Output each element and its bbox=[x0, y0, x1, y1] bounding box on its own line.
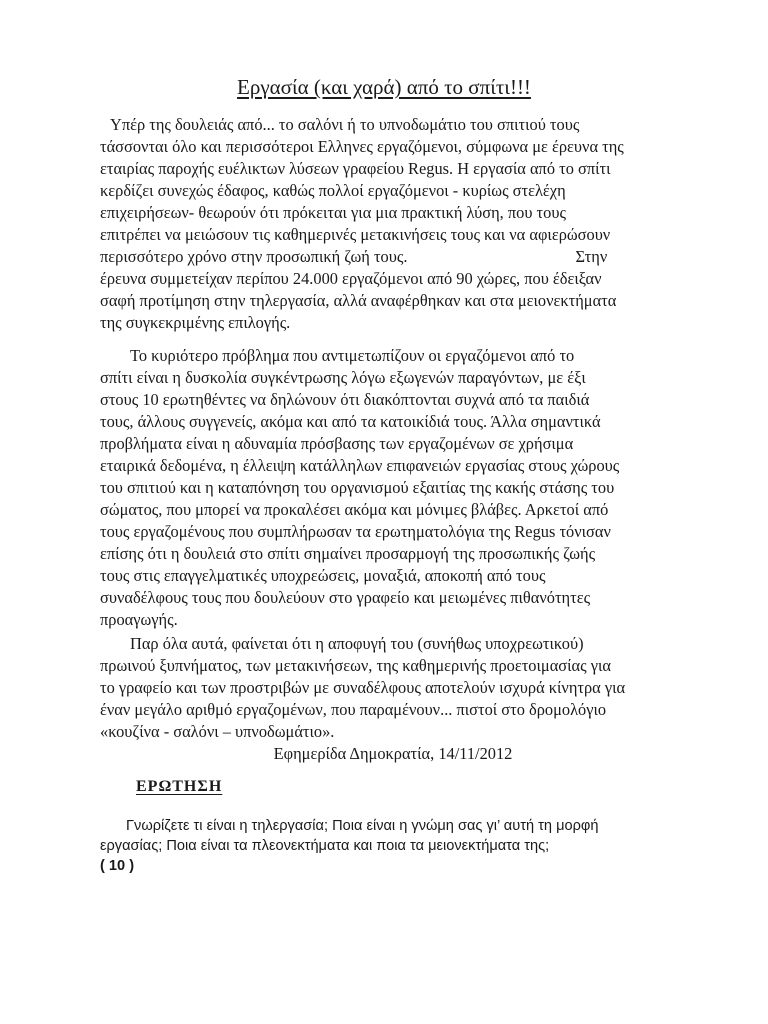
paragraph-3 bbox=[100, 633, 680, 743]
paragraph-2-line: επίσης ότι η δουλειά στο σπίτι σημαίνει προσαρμογή της προσωπικής ζωής bbox=[100, 544, 596, 563]
paragraph-1-line: τάσσονται όλο και περισσότεροι Ελληνες εργαζόμενοι, σύμφωνα με έρευνα της bbox=[100, 137, 624, 156]
paragraph-2-line: προαγωγής. bbox=[100, 610, 178, 629]
paragraph-1-line: της συγκεκριμένης επιλογής. bbox=[100, 313, 291, 332]
paragraph-2-line: του σπιτιού και η καταπόνηση του οργανισμού εξαιτίας της κακής στάσης του bbox=[100, 478, 615, 497]
paragraph-1-line: περισσότερο χρόνο στην προσωπική ζωή τους. Στην bbox=[100, 247, 608, 266]
paragraph-1-line: επιχειρήσεων- θεωρούν ότι πρόκειται για μια πρακτική λύση, που τους bbox=[100, 203, 566, 222]
paragraph-2 bbox=[100, 345, 680, 631]
paragraph-1-line: εταιρίας παροχής ευέλικτων λύσεων γραφείου Regus. Η εργασία από το σπίτι bbox=[100, 159, 611, 178]
paragraph-1 bbox=[100, 114, 680, 334]
paragraph-2-line: τους, άλλους συγγενείς, ακόμα και από τα κατοικίδιά τους. Άλλα σημαντικά bbox=[100, 412, 601, 431]
question-text bbox=[100, 816, 690, 876]
paragraph-2-line: προβλήματα είναι η αδυναμία πρόσβασης των εργαζομένων σε χρήσιμα bbox=[100, 434, 574, 453]
question-marks: ( 10 ) bbox=[100, 858, 135, 874]
paragraph-1-line: κερδίζει συνεχώς έδαφος, καθώς πολλοί εργαζόμενοι - κυρίως στελέχη bbox=[100, 181, 566, 200]
paragraph-3-line: έναν μεγάλο αριθμό εργαζομένων, που παραμένουν... πιστοί στο δρομολόγιο bbox=[100, 700, 607, 719]
paragraph-3-line: το γραφείο και των προστριβών με συναδέλφους αποτελούν ισχυρά κίνητρα για bbox=[100, 678, 626, 697]
question-line: Γνωρίζετε τι είναι η τηλεργασία; Ποια είναι η γνώμη σας γι’ αυτή τη μορφή bbox=[126, 818, 599, 834]
paragraph-2-line: στους 10 ερωτηθέντες να δηλώνουν ότι διακόπτονται συχνά από τα παιδιά bbox=[100, 390, 590, 409]
paragraph-2-line: εταιρικά δεδομένα, η έλλειψη κατάλληλων επιφανειών εργασίας στους χώρους bbox=[100, 456, 620, 475]
paragraph-2-line: σπίτι είναι η δυσκολία συγκέντρωσης λόγω εξωγενών παραγόντων, με έξι bbox=[100, 368, 586, 387]
document-title: Εργασία (και χαρά) από το σπίτι!!! bbox=[237, 75, 531, 99]
paragraph-3-line: Παρ όλα αυτά, φαίνεται ότι η αποφυγή του (συνήθως υποχρεωτικού) bbox=[130, 634, 584, 653]
paragraph-1-line: επιτρέπει να μειώσουν τις καθημερινές μετακινήσεις τους και να αφιερώσουν bbox=[100, 225, 611, 244]
paragraph-2-line: σώματος, που μπορεί να προκαλέσει ακόμα και μόνιμες βλάβες. Αρκετοί από bbox=[100, 500, 609, 519]
paragraph-2-line: συναδέλφους τους που δουλεύουν στο γραφείο και μειωμένες πιθανότητες bbox=[100, 588, 591, 607]
paragraph-2-line: τους στις επαγγελματικές υποχρεώσεις, μοναξιά, αποκοπή από τους bbox=[100, 566, 546, 585]
article-source: Εφημερίδα Δημοκρατία, 14/11/2012 bbox=[273, 744, 513, 763]
paragraph-3-line: πρωινού ξυπνήματος, των μετακινήσεων, της καθημερινής προετοιμασίας για bbox=[100, 656, 611, 675]
paragraph-3-line: «κουζίνα - σαλόνι – υπνοδωμάτιο». bbox=[100, 722, 335, 741]
paragraph-2-line: Το κυριότερο πρόβλημα που αντιμετωπίζουν οι εργαζόμενοι από το bbox=[130, 346, 575, 365]
paragraph-1-line: έρευνα συμμετείχαν περίπου 24.000 εργαζόμενοι από 90 χώρες, που έδειξαν bbox=[100, 269, 602, 288]
paragraph-2-line: τους εργαζομένους που συμπλήρωσαν τα ερωτηματολόγια της Regus τόνισαν bbox=[100, 522, 611, 541]
paragraph-1-line: Υπέρ της δουλειάς από... το σαλόνι ή το υπνοδωμάτιο του σπιτιού τους bbox=[110, 115, 580, 134]
paragraph-1-line: σαφή προτίμηση στην τηλεργασία, αλλά αναφέρθηκαν και στα μειονεκτήματα bbox=[100, 291, 617, 310]
question-heading: ΕΡΩΤΗΣΗ bbox=[136, 778, 223, 795]
question-line: εργασίας; Ποια είναι τα πλεονεκτήματα και ποια τα μειονεκτήματα της; bbox=[100, 838, 550, 854]
